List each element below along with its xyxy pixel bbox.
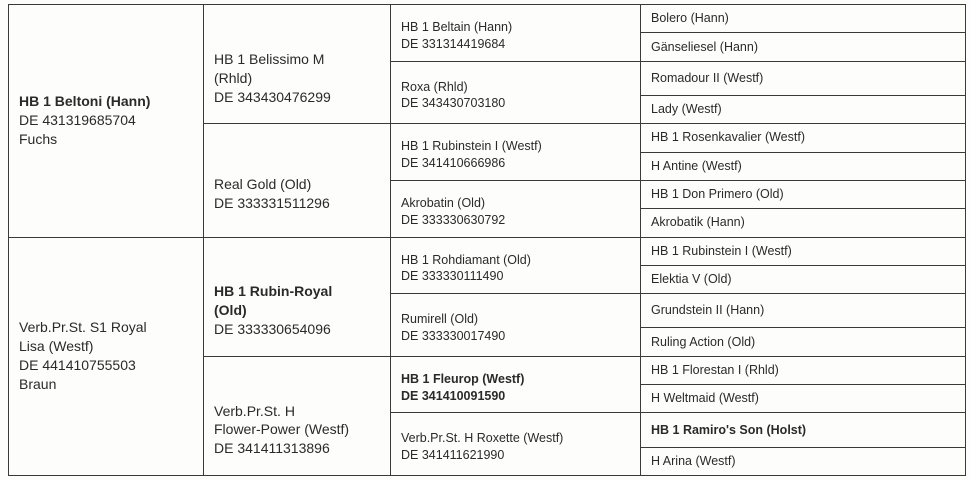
- ancestor-cell: HB 1 Rosenkavalier (Westf): [641, 124, 966, 152]
- dam-color: Braun: [19, 376, 57, 393]
- great-grandparent-name: Akrobatin (Old): [401, 195, 486, 210]
- great-grandparent-id: DE 333330017490: [401, 328, 506, 343]
- ancestor-cell: Lady (Westf): [641, 95, 966, 123]
- ancestor-cell: HB 1 Rubinstein I (Westf): [641, 237, 966, 265]
- grandparent-id: DE 333330654096: [214, 321, 331, 338]
- great-grandparent-id: DE 341410666986: [401, 156, 506, 171]
- ancestor-cell: H Weltmaid (Westf): [641, 385, 966, 413]
- grandparent-cell: [204, 237, 391, 356]
- great-grandparent-cell: [391, 237, 641, 294]
- ancestor-cell: Akrobatik (Hann): [641, 209, 966, 237]
- great-grandparent-cell: [391, 124, 641, 181]
- grandparent-cell: [204, 124, 391, 237]
- sire-color: Fuchs: [19, 131, 58, 148]
- ancestor-cell: Grundstein II (Hann): [641, 294, 966, 328]
- grandparent-cell: [204, 5, 391, 124]
- sire-cell: [9, 5, 204, 238]
- dam-name-line2: Lisa (Westf): [19, 338, 94, 355]
- ancestor-cell: HB 1 Florestan I (Rhld): [641, 356, 966, 384]
- great-grandparent-name: HB 1 Beltain (Hann): [401, 19, 513, 34]
- grandparent-cell: [204, 356, 391, 475]
- great-grandparent-id: DE 331314419684: [401, 36, 506, 51]
- ancestor-cell: Gänseliesel (Hann): [641, 33, 966, 61]
- great-grandparent-name: HB 1 Rubinstein I (Westf): [401, 139, 542, 154]
- great-grandparent-name: Roxa (Rhld): [401, 79, 468, 94]
- grandparent-name-line2: Flower-Power (Westf): [214, 421, 350, 438]
- sire-name: HB 1 Beltoni (Hann): [19, 93, 151, 110]
- ancestor-cell: HB 1 Don Primero (Old): [641, 180, 966, 208]
- great-grandparent-id: DE 343430703180: [401, 96, 506, 111]
- ancestor-cell: H Arina (Westf): [641, 447, 966, 475]
- great-grandparent-cell: [391, 180, 641, 237]
- great-grandparent-id: DE 341411621990: [401, 448, 505, 463]
- ancestor-cell: HB 1 Ramiro's Son (Holst): [641, 413, 966, 447]
- great-grandparent-id: DE 341410091590: [401, 388, 506, 403]
- grandparent-id: DE 341411313896: [214, 440, 330, 457]
- great-grandparent-id: DE 333330630792: [401, 212, 506, 227]
- pedigree-table: [8, 4, 966, 476]
- great-grandparent-name: Rumirell (Old): [401, 312, 479, 327]
- grandparent-name-line2: (Rhld): [214, 69, 253, 86]
- ancestor-cell: Elektia V (Old): [641, 265, 966, 293]
- great-grandparent-name: HB 1 Rohdiamant (Old): [401, 252, 531, 267]
- dam-cell: [9, 237, 204, 475]
- great-grandparent-name: Verb.Pr.St. H Roxette (Westf): [401, 431, 564, 446]
- dam-id: DE 441410755503: [19, 357, 136, 374]
- great-grandparent-cell: [391, 413, 641, 476]
- great-grandparent-name: HB 1 Fleurop (Westf): [401, 371, 525, 386]
- grandparent-id: DE 343430476299: [214, 88, 331, 105]
- sire-id: DE 431319685704: [19, 112, 136, 129]
- ancestor-cell: Bolero (Hann): [641, 5, 966, 33]
- great-grandparent-cell: [391, 294, 641, 356]
- grandparent-name-line1: HB 1 Rubin-Royal: [214, 283, 333, 300]
- great-grandparent-cell: [391, 61, 641, 123]
- ancestor-cell: H Antine (Westf): [641, 152, 966, 180]
- dam-name-line1: Verb.Pr.St. S1 Royal: [19, 319, 147, 336]
- ancestor-cell: Romadour II (Westf): [641, 61, 966, 95]
- grandparent-name-line1: HB 1 Belissimo M: [214, 50, 325, 67]
- great-grandparent-cell: [391, 5, 641, 62]
- grandparent-name-line2: (Old): [214, 302, 247, 319]
- great-grandparent-id: DE 333330111490: [401, 269, 504, 284]
- grandparent-name-line1: Verb.Pr.St. H: [214, 402, 295, 419]
- grandparent-id: DE 333331511296: [214, 195, 330, 212]
- great-grandparent-cell: [391, 356, 641, 413]
- ancestor-cell: Ruling Action (Old): [641, 328, 966, 356]
- grandparent-name-line1: Real Gold (Old): [214, 176, 312, 193]
